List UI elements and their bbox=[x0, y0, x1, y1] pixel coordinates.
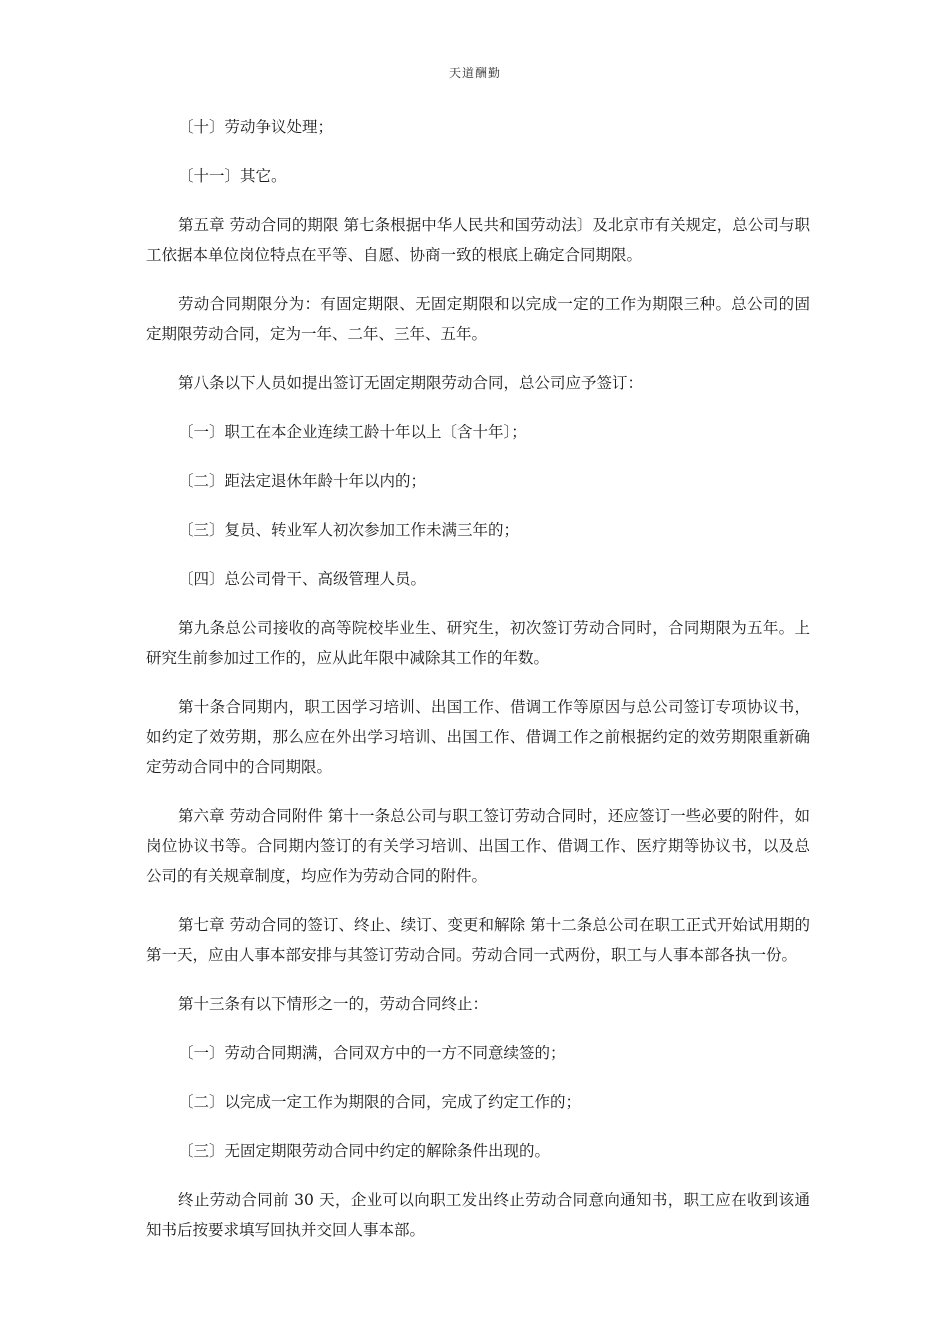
paragraph-9: 〔四〕总公司骨干、高级管理人员。 bbox=[178, 570, 427, 588]
paragraph-7: 〔二〕距法定退休年龄十年以内的； bbox=[178, 472, 427, 490]
paragraph-14: 第十三条有以下情形之一的，劳动合同终止： bbox=[178, 995, 489, 1013]
paragraph-13: 第七章 劳动合同的签订、终止、续订、变更和解除 第十二条总公司在职工正式开始试用期的第一天，应由人事本部安排与其签订劳动合同。劳动合同一式两份，职工与人事本部各执一份。 bbox=[146, 916, 810, 964]
paragraph-3: 第五章 劳动合同的期限 第七条根据中华人民共和国劳动法〕及北京市有关规定，总公司与职工依据本单位岗位特点在平等、自愿、协商一致的根底上确定合同期限。 bbox=[146, 216, 810, 264]
paragraph-11: 第十条合同期内，职工因学习培训、出国工作、借调工作等原因与总公司签订专项协议书，如约定了效劳期，那么应在外出学习培训、出国工作、借调工作之前根据约定的效劳期限重新确定劳动合同中的合同期限。 bbox=[146, 698, 810, 776]
paragraph-18: 终止劳动合同前 30 天，企业可以向职工发出终止劳动合同意向通知书，职工应在收到该通知书后按要求填写回执并交回人事本部。 bbox=[146, 1191, 810, 1239]
paragraph-16: 〔二〕以完成一定工作为期限的合同，完成了约定工作的； bbox=[178, 1093, 582, 1111]
paragraph-2: 〔十一〕其它。 bbox=[178, 167, 287, 185]
paragraph-8: 〔三〕复员、转业军人初次参加工作未满三年的； bbox=[178, 521, 520, 539]
paragraph-6: 〔一〕职工在本企业连续工龄十年以上〔含十年〕； bbox=[178, 423, 527, 441]
paragraph-5: 第八条以下人员如提出签订无固定期限劳动合同，总公司应予签订： bbox=[178, 374, 644, 392]
paragraph-12: 第六章 劳动合同附件 第十一条总公司与职工签订劳动合同时，还应签订一些必要的附件，如岗位协议书等。合同期内签订的有关学习培训、出国工作、借调工作、医疗期等协议书，以及总公司的有关规章制度，均应作为劳动合同的附件。 bbox=[146, 807, 810, 885]
paragraph-17: 〔三〕无固定期限劳动合同中约定的解除条件出现的。 bbox=[178, 1142, 551, 1160]
paragraph-1: 〔十〕劳动争议处理； bbox=[178, 118, 334, 136]
paragraph-4: 劳动合同期限分为：有固定期限、无固定期限和以完成一定的工作为期限三种。总公司的固定期限劳动合同，定为一年、二年、三年、五年。 bbox=[146, 295, 810, 343]
paragraph-10: 第九条总公司接收的高等院校毕业生、研究生，初次签订劳动合同时，合同期限为五年。上研究生前参加过工作的，应从此年限中减除其工作的年数。 bbox=[146, 619, 810, 667]
document-body bbox=[146, 112, 810, 1264]
page-header: 天道酬勤 bbox=[448, 66, 501, 80]
paragraph-15: 〔一〕劳动合同期满，合同双方中的一方不同意续签的； bbox=[178, 1044, 566, 1062]
